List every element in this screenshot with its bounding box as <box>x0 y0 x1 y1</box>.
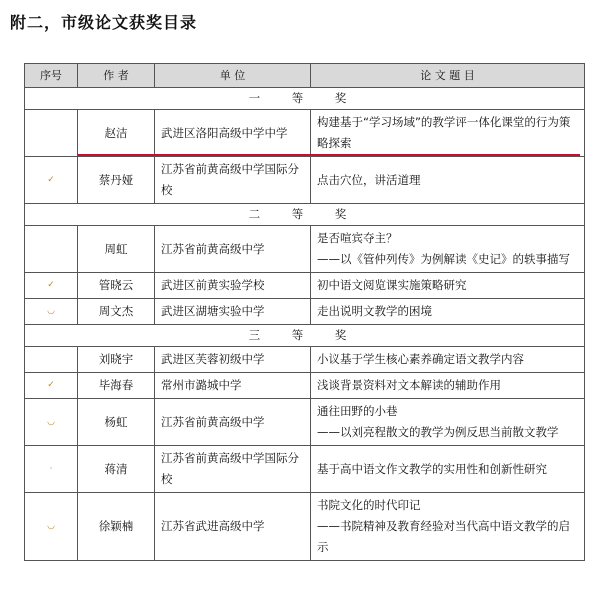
seq-cell <box>25 226 78 273</box>
paper-title-line: 基于高中语文作文教学的实用性和创新性研究 <box>317 461 547 476</box>
unit-cell: 武进区湖塘实验中学 <box>155 299 311 325</box>
paper-title-cell <box>311 110 585 157</box>
award-level-label: 一 等 奖 <box>25 88 585 110</box>
red-underline-mark <box>78 154 580 156</box>
awards-table <box>24 63 585 561</box>
author-cell: 周文杰 <box>78 299 155 325</box>
author-cell: 赵洁 <box>78 110 155 157</box>
author-cell: 刘晓宇 <box>78 347 155 373</box>
award-level-label: 二 等 奖 <box>25 204 585 226</box>
paper-title-line: ——以刘亮程散文的教学为例反思当前散文教学 <box>317 425 559 439</box>
paper-title-cell <box>311 446 585 493</box>
seq-cell: ◡ <box>25 299 78 325</box>
header-author: 作 者 <box>78 64 155 88</box>
award-group-row <box>25 325 585 347</box>
unit-cell: 武进区前黄实验学校 <box>155 273 311 299</box>
paper-title-cell <box>311 493 585 561</box>
table-row <box>25 110 585 157</box>
paper-title-line: 走出说明文教学的困境 <box>317 304 432 318</box>
paper-title-cell <box>311 157 585 204</box>
page-title: 附二，市级论文获奖目录 <box>10 13 198 32</box>
unit-cell: 江苏省前黄高级中学 <box>155 399 311 446</box>
paper-title-cell <box>311 373 585 399</box>
author-cell: 周虹 <box>78 226 155 273</box>
paper-title-line: 点击穴位，讲活道理 <box>317 172 421 187</box>
table-row <box>25 273 585 299</box>
seq-cell: ✓ <box>25 157 78 204</box>
seq-cell <box>25 110 78 157</box>
unit-cell: 江苏省武进高级中学 <box>155 493 311 561</box>
paper-title-line: ——书院精神及教育经验对当代高中语文教学的启示 <box>317 519 570 554</box>
paper-title-line: ——以《管仲列传》为例解读《史记》的轶事描写 <box>317 252 570 266</box>
paper-title-cell <box>311 399 585 446</box>
header-paper-title: 论 文 题 目 <box>311 64 585 88</box>
table-row <box>25 373 585 399</box>
unit-cell: 江苏省前黄高级中学 <box>155 226 311 273</box>
seq-cell: · <box>25 446 78 493</box>
header-unit: 单 位 <box>155 64 311 88</box>
paper-title-cell <box>311 347 585 373</box>
author-cell: 管晓云 <box>78 273 155 299</box>
table-row <box>25 157 585 204</box>
seq-cell: ✓ <box>25 273 78 299</box>
award-level-label: 三 等 奖 <box>25 325 585 347</box>
unit-cell: 武进区芙蓉初级中学 <box>155 347 311 373</box>
paper-title-cell <box>311 273 585 299</box>
unit-cell: 常州市潞城中学 <box>155 373 311 399</box>
paper-title-cell <box>311 226 585 273</box>
table-row <box>25 347 585 373</box>
award-group-row <box>25 204 585 226</box>
table-header-row <box>25 64 585 88</box>
unit-cell: 江苏省前黄高级中学国际分校 <box>155 446 311 493</box>
seq-cell: ✓ <box>25 373 78 399</box>
paper-title-line: 浅谈背景资料对文本解读的辅助作用 <box>317 378 501 392</box>
paper-title-line: 通往田野的小巷 <box>317 404 398 418</box>
seq-cell <box>25 347 78 373</box>
author-cell: 蒋清 <box>78 446 155 493</box>
paper-title-line: 是否喧宾夺主？ <box>317 231 398 245</box>
unit-cell: 武进区洛阳高级中学中学 <box>155 110 311 157</box>
author-cell: 杨虹 <box>78 399 155 446</box>
paper-title-cell <box>311 299 585 325</box>
table-row <box>25 446 585 493</box>
seq-cell: ◡ <box>25 399 78 446</box>
author-cell: 徐颖楠 <box>78 493 155 561</box>
table-row <box>25 399 585 446</box>
seq-cell: ◡ <box>25 493 78 561</box>
table-row <box>25 493 585 561</box>
paper-title-line: 小议基于学生核心素养确定语文教学内容 <box>317 352 524 366</box>
paper-title-line: 构建基于“学习场域”的教学评一体化课堂的行为策略探索 <box>317 115 571 150</box>
header-seq: 序号 <box>25 64 78 88</box>
table-row <box>25 299 585 325</box>
paper-title-line: 初中语文阅览课实施策略研究 <box>317 278 467 292</box>
table-row <box>25 226 585 273</box>
author-cell: 蔡丹娅 <box>78 157 155 204</box>
author-cell: 毕海春 <box>78 373 155 399</box>
unit-cell: 江苏省前黄高级中学国际分校 <box>155 157 311 204</box>
paper-title-line: 书院文化的时代印记 <box>317 498 421 512</box>
award-group-row <box>25 88 585 110</box>
